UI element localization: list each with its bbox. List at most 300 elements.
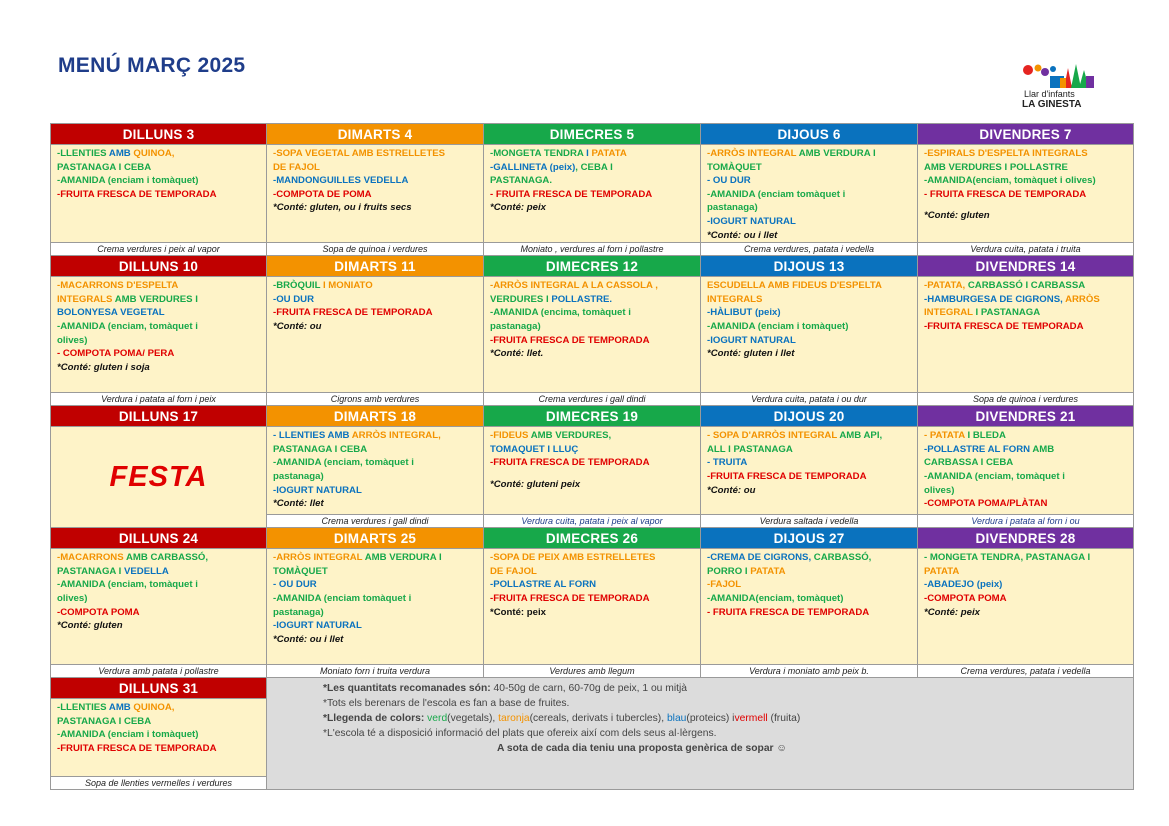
menu-text: -AMANIDA(enciam, tomàquet) [707, 592, 844, 604]
menu-text: pastanaga) [707, 202, 758, 214]
menu-text: PASTANAGA I CEBA [273, 443, 368, 455]
menu-line [273, 161, 477, 175]
menu-line [924, 578, 1127, 592]
menu-text: AMB VERDURES, [530, 430, 612, 442]
quantities-label: *Les quantitats recomanades són: [323, 683, 491, 695]
day-menu-content [918, 145, 1133, 223]
menu-line [273, 592, 477, 606]
menu-text: ARRÒS [1065, 293, 1100, 305]
menu-text: ESCUDELLA AMB FIDEUS D'ESPELTA [707, 280, 882, 292]
day-header: DIMARTS 11 [267, 256, 484, 277]
menu-text: - FRUITA FRESCA DE TEMPORADA [924, 188, 1087, 200]
supper-suggestion: Crema verdures i peix al vapor [51, 243, 267, 256]
menu-text: -FRUITA FRESCA DE TEMPORADA [490, 334, 650, 346]
menu-text: *Conté: ou [707, 484, 756, 496]
menu-line [57, 161, 260, 175]
menu-text: -FRUITA FRESCA DE TEMPORADA [707, 470, 867, 482]
day-header: DIVENDRES 21 [918, 406, 1134, 427]
menu-text: -MACARRONS [57, 552, 126, 564]
menu-text: *Conté: ou i llet [273, 633, 344, 645]
menu-line [924, 551, 1127, 565]
day-menu [51, 277, 267, 393]
menu-line [924, 456, 1127, 470]
menu-line [273, 484, 477, 498]
day-menu-content [484, 549, 700, 619]
supper-suggestion: Verdura cuita, patata i peix al vapor [484, 515, 701, 528]
day-menu [701, 427, 918, 515]
day-menu-content [484, 427, 700, 491]
menu-text: I PASTANAGA [975, 307, 1041, 319]
day-menu-content [267, 145, 483, 215]
day-header-row [51, 124, 1134, 145]
supper-suggestion: Cigrons amb verdures [267, 393, 484, 406]
menu-text: -FAJOL [707, 579, 742, 591]
day-menu-content [918, 549, 1133, 619]
menu-line [273, 147, 477, 161]
day-menu [484, 549, 701, 665]
menu-text: -IOGURT NATURAL [707, 334, 796, 346]
menu-text: *Conté: ou i llet [707, 229, 778, 241]
menu-line [707, 188, 911, 202]
menu-line [924, 565, 1127, 579]
menu-line [273, 456, 477, 470]
menu-text: -MONGETA TENDRA [490, 148, 587, 159]
supper-suggestion: Crema verdures i gall dindi [484, 393, 701, 406]
legend-color-word: taronja [498, 713, 530, 725]
menu-line [273, 578, 477, 592]
menu-text: TOMAQUET I LLUÇ [490, 443, 579, 455]
supper-suggestion: Verdura i moniato amb peix b. [701, 665, 918, 678]
menu-text: -AMANIDA (enciam, tomàquet i [273, 457, 414, 469]
menu-text: - COMPOTA POMA/ PERA [57, 348, 175, 360]
menu-line [707, 334, 911, 348]
menu-text: -HAMBURGESA DE CIGRONS, [924, 293, 1066, 305]
menu-line [57, 147, 260, 161]
day-menu-content [267, 427, 483, 511]
menu-line [707, 470, 911, 484]
menu-text: -ESPIRALS D'ESPELTA INTEGRALS [924, 148, 1088, 159]
legend-description: (cereals, derivats i tubercles), [529, 713, 667, 725]
menu-line [707, 229, 911, 243]
menu-text: -IOGURT NATURAL [273, 484, 362, 496]
quantities-note [323, 681, 1133, 696]
menu-line [57, 361, 260, 375]
day-header: DIMARTS 18 [267, 406, 484, 427]
menu-text: -POLLASTRE AL FORN [924, 443, 1033, 455]
menu-line [273, 633, 477, 647]
menu-text: -AMANIDA (encima, tomàquet i [490, 307, 631, 319]
menu-text: QUINOA, [133, 702, 175, 714]
menu-text: CARBASSA I CEBA [924, 457, 1014, 469]
menu-text: INTEGRALS [57, 293, 115, 305]
day-header: DIVENDRES 7 [918, 124, 1134, 145]
menu-line [924, 320, 1127, 334]
menu-text: TOMÀQUET [707, 161, 762, 173]
menu-line [490, 334, 694, 348]
menu-text: PORRO I [707, 565, 751, 577]
menu-text: -FRUITA FRESCA DE TEMPORADA [273, 307, 433, 319]
day-menu-content [918, 427, 1133, 511]
menu-line [57, 188, 260, 202]
menu-text: -OU DUR [273, 293, 315, 305]
menu-line [707, 347, 911, 361]
menu-text: I BLEDA [967, 430, 1006, 442]
menu-text: pastanaga) [490, 320, 541, 332]
day-menu [267, 145, 484, 243]
legend-description: (proteics) i [686, 713, 735, 725]
menu-line [707, 161, 911, 175]
day-menu-row [51, 549, 1134, 665]
day-header: DILLUNS 10 [51, 256, 267, 277]
menu-text: *Conté: gluten, ou i fruits secs [273, 202, 412, 214]
supper-suggestion: Sopa de quinoa i verdures [918, 393, 1134, 406]
supper-suggestion: Crema verdures, patata i vedella [918, 665, 1134, 678]
menu-text: -AMANIDA (enciam tomàquet i [273, 592, 412, 604]
menu-line [273, 619, 477, 633]
menu-line [707, 293, 911, 307]
menu-text: AMB CARBASSÓ, [125, 552, 209, 564]
menu-line [273, 279, 477, 293]
supper-row [51, 393, 1134, 406]
menu-text: -PATATA, [924, 280, 968, 292]
quantities-text: 40-50g de carn, 60-70g de peix, 1 ou mitjà [490, 683, 688, 695]
menu-text: -POLLASTRE AL FORN [490, 579, 597, 591]
menu-line [57, 728, 260, 742]
menu-line [273, 429, 477, 443]
menu-line [57, 715, 260, 729]
day-header: DILLUNS 17 [51, 406, 267, 427]
menu-line [707, 606, 911, 620]
day-header: DIMECRES 26 [484, 528, 701, 549]
allergens-note: *L'escola té a disposició informació del plats que ofereix així com dels seus al·lèrgens. [323, 728, 717, 740]
menu-line [707, 306, 911, 320]
menu-line [57, 334, 260, 348]
menu-line [924, 470, 1127, 484]
menu-text: -AMANIDA (enciam i tomàquet) [57, 175, 199, 187]
day-header: DIMARTS 25 [267, 528, 484, 549]
supper-note: A sota de cada dia teniu una proposta genèrica de sopar ☺ [497, 743, 787, 755]
menu-line [490, 201, 694, 215]
menu-line [57, 293, 260, 307]
menu-line [490, 320, 694, 334]
menu-text: -COMPOTA POMA/PLÀTAN [924, 498, 1048, 510]
menu-text: -AMANIDA(enciam, tomàquet i olives) [924, 175, 1096, 187]
menu-line [57, 306, 260, 320]
day-menu [701, 145, 918, 243]
menu-line [490, 478, 694, 492]
menu-text: -ARRÒS INTEGRAL [273, 552, 365, 564]
menu-line [273, 606, 477, 620]
menu-line [924, 306, 1127, 320]
day-header: DIMECRES 12 [484, 256, 701, 277]
legend-description: (vegetals), [447, 713, 499, 725]
day-menu [51, 549, 267, 665]
holiday-label: FESTA [109, 460, 208, 493]
menu-text: -AMANIDA (enciam, tomàquet i [57, 320, 198, 332]
menu-text: - OU DUR [273, 579, 317, 591]
menu-text: - SOPA D'ARRÒS INTEGRAL [707, 430, 840, 442]
menu-line [57, 565, 260, 579]
menu-text: , CEBA I [575, 161, 613, 173]
menu-text: -FRUITA FRESCA DE TEMPORADA [57, 742, 217, 754]
menu-text: -FRUITA FRESCA DE TEMPORADA [924, 320, 1084, 332]
menu-text: -ABADEJO (peix) [924, 579, 1003, 591]
menu-line [273, 470, 477, 484]
menu-line [273, 174, 477, 188]
menu-text: *Conté: gluteni peix [490, 478, 581, 490]
menu-text: pastanaga) [273, 606, 324, 618]
legend-label: *Llegenda de colors: [323, 713, 428, 725]
menu-text: *Conté: gluten i soja [57, 361, 150, 373]
menu-line [924, 161, 1127, 175]
menu-line [924, 606, 1127, 620]
menu-line [924, 443, 1127, 457]
day-menu-content [51, 145, 266, 201]
menu-line [57, 347, 260, 361]
menu-line [924, 147, 1127, 161]
menu-line [707, 201, 911, 215]
day-menu [484, 277, 701, 393]
day-menu-content [484, 277, 700, 361]
menu-text: PATATA [750, 565, 786, 577]
menu-line [924, 174, 1127, 188]
day-header-row [51, 256, 1134, 277]
menu-text: -HÀLIBUT (peix) [707, 307, 781, 319]
menu-text: -FRUITA FRESCA DE TEMPORADA [490, 592, 650, 604]
menu-line [490, 347, 694, 361]
menu-line [924, 592, 1127, 606]
supper-suggestion: Verdura saltada i vedella [701, 515, 918, 528]
menu-text: -AMANIDA (enciam i tomàquet) [57, 729, 199, 741]
menu-line [924, 484, 1127, 498]
supper-suggestion: Verdura i patata al forn i ou [918, 515, 1134, 528]
menu-text: -IOGURT NATURAL [273, 620, 362, 632]
menu-text: - TRUITA [707, 457, 748, 469]
menu-line [707, 456, 911, 470]
menu-line [924, 209, 1127, 223]
menu-line [273, 443, 477, 457]
day-menu-content [267, 277, 483, 333]
supper-suggestion: Crema verdures i gall dindi [267, 515, 484, 528]
menu-text: POLLASTRE. [551, 293, 613, 305]
holiday-cell [51, 427, 267, 528]
menu-line [707, 592, 911, 606]
menu-text: I MONIATO [322, 280, 373, 292]
menu-text: -FRUITA FRESCA DE TEMPORADA [490, 457, 650, 469]
supper-row [51, 665, 1134, 678]
day-menu [51, 145, 267, 243]
menu-text: *Conté: peix [924, 606, 980, 618]
menu-line [57, 606, 260, 620]
day-menu [918, 277, 1134, 393]
day-menu [484, 427, 701, 515]
menu-text: -IOGURT NATURAL [707, 215, 796, 227]
menu-line [273, 320, 477, 334]
menu-line [490, 565, 694, 579]
menu-text: AMB [327, 430, 352, 442]
menu-text: pastanaga) [273, 470, 324, 482]
menu-text: CARBASSÓ I CARBASSA [967, 280, 1086, 292]
menu-text: -LLENTIES [57, 148, 109, 159]
menu-line [273, 188, 477, 202]
menu-line [490, 147, 694, 161]
notes-panel [267, 678, 1134, 790]
menu-text: -AMANIDA (enciam i tomàquet) [707, 320, 849, 332]
day-menu-content [701, 549, 917, 619]
menu-text: AMB API, [839, 430, 883, 442]
menu-text: *Conté: gluten [924, 210, 990, 222]
page-title: MENÚ MARÇ 2025 [58, 54, 246, 77]
menu-text: - OU DUR [707, 175, 751, 187]
menu-line [707, 279, 911, 293]
day-menu-content [918, 277, 1133, 333]
menu-line [490, 188, 694, 202]
menu-line [490, 592, 694, 606]
menu-text: olives) [57, 334, 88, 346]
menu-line [57, 174, 260, 188]
menu-text: QUINOA, [133, 148, 175, 159]
day-menu [918, 145, 1134, 243]
menu-text: *Conté: ou [273, 320, 322, 332]
menu-text: *Conté: peix [490, 202, 546, 214]
day-header: DIVENDRES 28 [918, 528, 1134, 549]
menu-text: ALL I PASTANAGA [707, 443, 793, 455]
menu-text: AMB VERDURES I POLLASTRE [924, 161, 1068, 173]
supper-suggestion: Verdura amb patata i pollastre [51, 665, 267, 678]
menu-line [707, 429, 911, 443]
supper-suggestion: Verdura i patata al forn i peix [51, 393, 267, 406]
menu-table [50, 123, 1134, 790]
menu-line [57, 701, 260, 715]
color-legend [323, 711, 1133, 726]
menu-text: - PATATA [924, 430, 968, 442]
menu-text: -FRUITA FRESCA DE TEMPORADA [57, 188, 217, 200]
menu-text: olives) [57, 592, 88, 604]
menu-line [707, 147, 911, 161]
menu-text: PASTANAGA I CEBA [57, 715, 152, 727]
menu-text: AMB [108, 148, 134, 159]
menu-text: DE FAJOL [490, 565, 537, 577]
day-header: DIVENDRES 14 [918, 256, 1134, 277]
day-menu-content [267, 549, 483, 646]
menu-text: AMB VERDURA I [798, 148, 876, 159]
menu-line [707, 565, 911, 579]
day-menu-row [51, 427, 1134, 515]
day-header: DIMARTS 4 [267, 124, 484, 145]
day-header: DIMECRES 5 [484, 124, 701, 145]
school-logo [1016, 60, 1106, 114]
menu-text: CARBASSÓ, [813, 552, 872, 564]
menu-text: AMB VERDURES I [114, 293, 198, 305]
menu-line [57, 742, 260, 756]
menu-text: *Conté: gluten i llet [707, 348, 795, 360]
menu-text: INTEGRAL [924, 307, 976, 319]
menu-line [57, 320, 260, 334]
menu-text: -AMANIDA (enciam tomàquet i [707, 188, 846, 200]
supper-suggestion: Verdures amb llegum [484, 665, 701, 678]
day-header-row [51, 406, 1134, 427]
menu-text: BOLONYESA VEGETAL [57, 307, 165, 319]
menu-line [490, 429, 694, 443]
day-menu [484, 145, 701, 243]
menu-line [707, 551, 911, 565]
menu-text: -COMPOTA POMA [57, 606, 140, 618]
menu-text: -AMANIDA (enciam, tomàquet i [57, 579, 198, 591]
menu-text: DE FAJOL [273, 161, 320, 173]
day-header: DIJOUS 6 [701, 124, 918, 145]
menu-text: - MONGETA TENDRA, PASTANAGA I [924, 552, 1091, 564]
menu-line [273, 551, 477, 565]
day-menu-content [51, 277, 266, 374]
supper-suggestion: Sopa de llenties vermelles i verdures [51, 777, 267, 790]
menu-text: ARRÒS INTEGRAL, [351, 430, 441, 442]
menu-line [57, 619, 260, 633]
menu-text: -SOPA VEGETAL AMB ESTRELLETES [273, 148, 445, 159]
line-gap [490, 470, 694, 478]
menu-text: AMB [1032, 443, 1055, 455]
legend-color-word: blau [666, 713, 687, 725]
line-gap [924, 201, 1127, 209]
menu-line [707, 484, 911, 498]
menu-line [924, 497, 1127, 511]
menu-text: AMB VERDURA I [364, 552, 442, 564]
menu-text: AMB [108, 702, 134, 714]
menu-text: -COMPOTA POMA [924, 592, 1007, 604]
menu-line [707, 215, 911, 229]
menu-line [490, 443, 694, 457]
menu-line [273, 306, 477, 320]
menu-line [490, 174, 694, 188]
day-header-row [51, 678, 1134, 699]
supper-suggestion: Verdura cuita, patata i truita [918, 243, 1134, 256]
day-header: DILLUNS 31 [51, 678, 267, 699]
menu-line [490, 279, 694, 293]
menu-line [273, 201, 477, 215]
notes-content [267, 678, 1133, 756]
menu-line [490, 606, 694, 620]
menu-text: - FRUITA FRESCA DE TEMPORADA [490, 188, 653, 200]
menu-text: - FRUITA FRESCA DE TEMPORADA [707, 606, 870, 618]
menu-text: - LLENTIES [273, 430, 328, 442]
day-menu-content [484, 145, 700, 215]
menu-text: VEDELLA [123, 565, 169, 577]
menu-line [57, 578, 260, 592]
day-header: DIJOUS 20 [701, 406, 918, 427]
day-header: DILLUNS 3 [51, 124, 267, 145]
menu-line [57, 551, 260, 565]
menu-line [707, 578, 911, 592]
menu-line [273, 293, 477, 307]
menu-text: -MANDONGUILLES VEDELLA [273, 175, 409, 187]
legend-description: (fruita) [767, 713, 801, 725]
menu-text: -BRÒQUIL [273, 280, 323, 292]
menu-text: olives) [924, 484, 955, 496]
day-menu [267, 427, 484, 515]
menu-line [490, 293, 694, 307]
menu-line [490, 306, 694, 320]
supper-suggestion: Crema verdures, patata i vedella [701, 243, 918, 256]
menu-line [273, 565, 477, 579]
day-header-row [51, 528, 1134, 549]
day-menu-content [51, 699, 266, 755]
day-header: DILLUNS 24 [51, 528, 267, 549]
menu-text: PASTANAGA I CEBA [57, 161, 152, 173]
menu-text: -AMANIDA (enciam, tomàquet i [924, 470, 1065, 482]
day-menu [918, 549, 1134, 665]
day-menu-content [51, 549, 266, 633]
day-header: DIJOUS 13 [701, 256, 918, 277]
menu-line [273, 497, 477, 511]
